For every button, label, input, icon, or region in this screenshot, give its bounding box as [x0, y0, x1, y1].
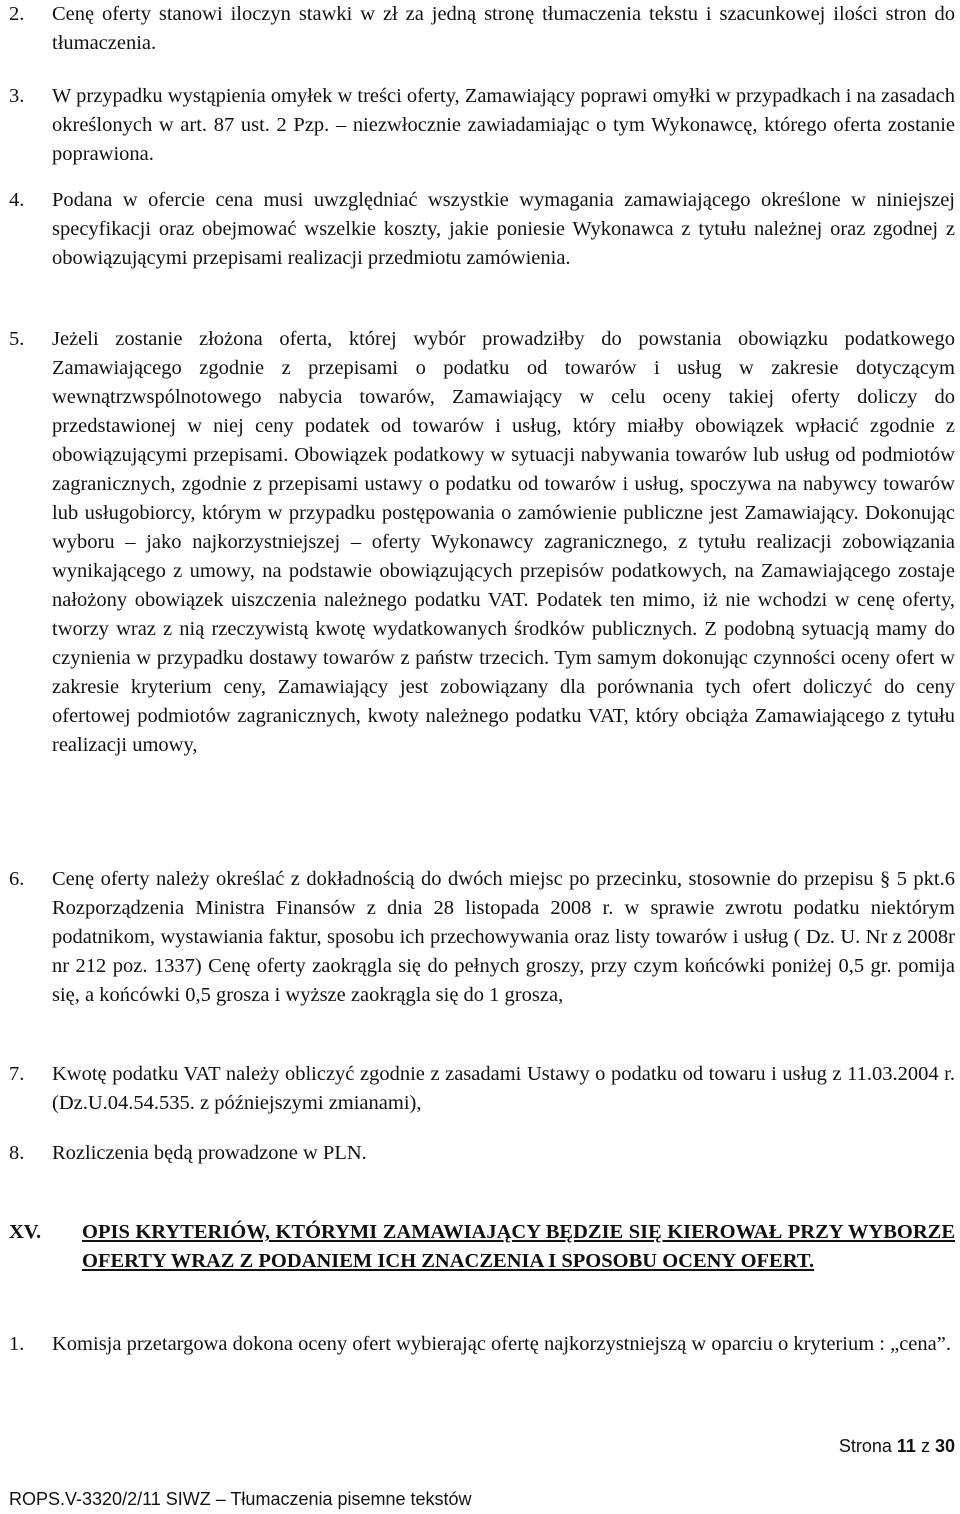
- page-separator: z: [920, 1436, 930, 1456]
- page-total: 30: [934, 1436, 955, 1456]
- list-text: Cenę oferty należy określać z dokładnością do dwóch miejsc po przecinku, stosownie do przepisu § 5 pkt.6 Rozporządzenia Ministra Finansów z dnia 28 listopada 2008 r. w sprawie zwrotu podatku niektórym podatnikom, wystawiania faktur, sposobu ich przechowywania oraz listy towarów i usług ( Dz. U. Nr z 2008r nr 212 poz. 1337) Cenę oferty zaokrągla się do pełnych groszy, przy czym końcówki poniżej 0,5 gr. pomija się, a końcówki 0,5 grosza i wyższe zaokrągla się do 1 grosza,: [52, 868, 955, 1006]
- list-number: 6.: [9, 868, 25, 890]
- list-text: Jeżeli zostanie złożona oferta, której wybór prowadziłby do powstania obowiązku podatkowego Zamawiającego zgodnie z przepisami o podatku od towarów i usług w zakresie dotyczącym wewnątrzwspólnotowego nabycia towarów, Zamawiający w celu oceny takiej oferty doliczy do przedstawionej w niej ceny podatek od towarów i usług, który miałby obowiązek wpłacić zgodnie z obowiązującymi przepisami. Obowiązek podatkowy w sytuacji nabywania towarów lub usług od podmiotów zagranicznych, zgodnie z przepisami ustawy o podatku od towarów i usług, spoczywa na nabywcy towarów lub usługobiorcy, którym w przypadku postępowania o zamówienie publiczne jest Zamawiający. Dokonując wyboru – jako najkorzystniejszej – oferty Wykonawcy zagranicznego, z tytułu realizacji zobowiązania wynikającego z umowy, na podstawie obowiązujących przepisów podatkowych, na Zamawiającego zostaje nałożony obowiązek uiszczenia należnego podatku VAT. Podatek ten mimo, iż nie wchodzi w cenę oferty, tworzy wraz z nią rzeczywistą kwotę wydatkowanych środków publicznych. Z podobną sytuacją mamy do czynienia w przypadku dostawy towarów z państw trzecich. Tym samym dokonując czynności oceny ofert w zakresie kryterium ceny, Zamawiający jest zobowiązany dla porównania tych ofert doliczyć do ceny ofertowej podmiotów zagranicznych, kwoty należnego podatku VAT, który obciąża Zamawiającego z tytułu realizacji umowy,: [52, 328, 955, 756]
- section-title: OPIS KRYTERIÓW, KTÓRYMI ZAMAWIAJĄCY BĘDZIE SIĘ KIEROWAŁ PRZY WYBORZE OFERTY WRAZ Z PODANIEM ICH ZNACZENIA I SPOSOBU OCENY OFERT.: [82, 1221, 955, 1272]
- list-text: Komisja przetargowa dokona oceny ofert wybierając ofertę najkorzystniejszą w oparciu o kryterium : „cena”.: [52, 1333, 951, 1355]
- list-text: Kwotę podatku VAT należy obliczyć zgodnie z zasadami Ustawy o podatku od towaru i usług z 11.03.2004 r. (Dz.U.04.54.535. z późniejszymi zmianami),: [52, 1063, 955, 1114]
- list-number: 4.: [9, 189, 25, 211]
- section-number: XV.: [9, 1221, 42, 1243]
- list-number: 3.: [9, 85, 25, 107]
- page-label: Strona: [838, 1436, 892, 1456]
- list-number: 8.: [9, 1142, 25, 1164]
- list-text: Podana w ofercie cena musi uwzględniać wszystkie wymagania zamawiającego określone w niniejszej specyfikacji oraz obejmować wszelkie koszty, jakie poniesie Wykonawca z tytułu należnej oraz zgodnej z obowiązującymi przepisami realizacji przedmiotu zamówienia.: [52, 189, 955, 269]
- list-text: Rozliczenia będą prowadzone w PLN.: [52, 1142, 367, 1164]
- document-reference: ROPS.V-3320/2/11 SIWZ – Tłumaczenia pisemne tekstów: [9, 1489, 472, 1509]
- page-number: [839, 1435, 955, 1457]
- list-number: 2.: [9, 3, 25, 25]
- list-number: 1.: [9, 1333, 25, 1355]
- list-number: 5.: [9, 328, 25, 350]
- list-text: W przypadku wystąpienia omyłek w treści oferty, Zamawiający poprawi omyłki w przypadkach i na zasadach określonych w art. 87 ust. 2 Pzp. – niezwłocznie zawiadamiając o tym Wykonawcę, którego oferta zostanie poprawiona.: [52, 85, 955, 165]
- list-text: Cenę oferty stanowi iloczyn stawki w zł za jedną stronę tłumaczenia tekstu i szacunkowej ilości stron do tłumaczenia.: [52, 3, 955, 54]
- list-number: 7.: [9, 1063, 25, 1085]
- page-current: 11: [896, 1436, 916, 1456]
